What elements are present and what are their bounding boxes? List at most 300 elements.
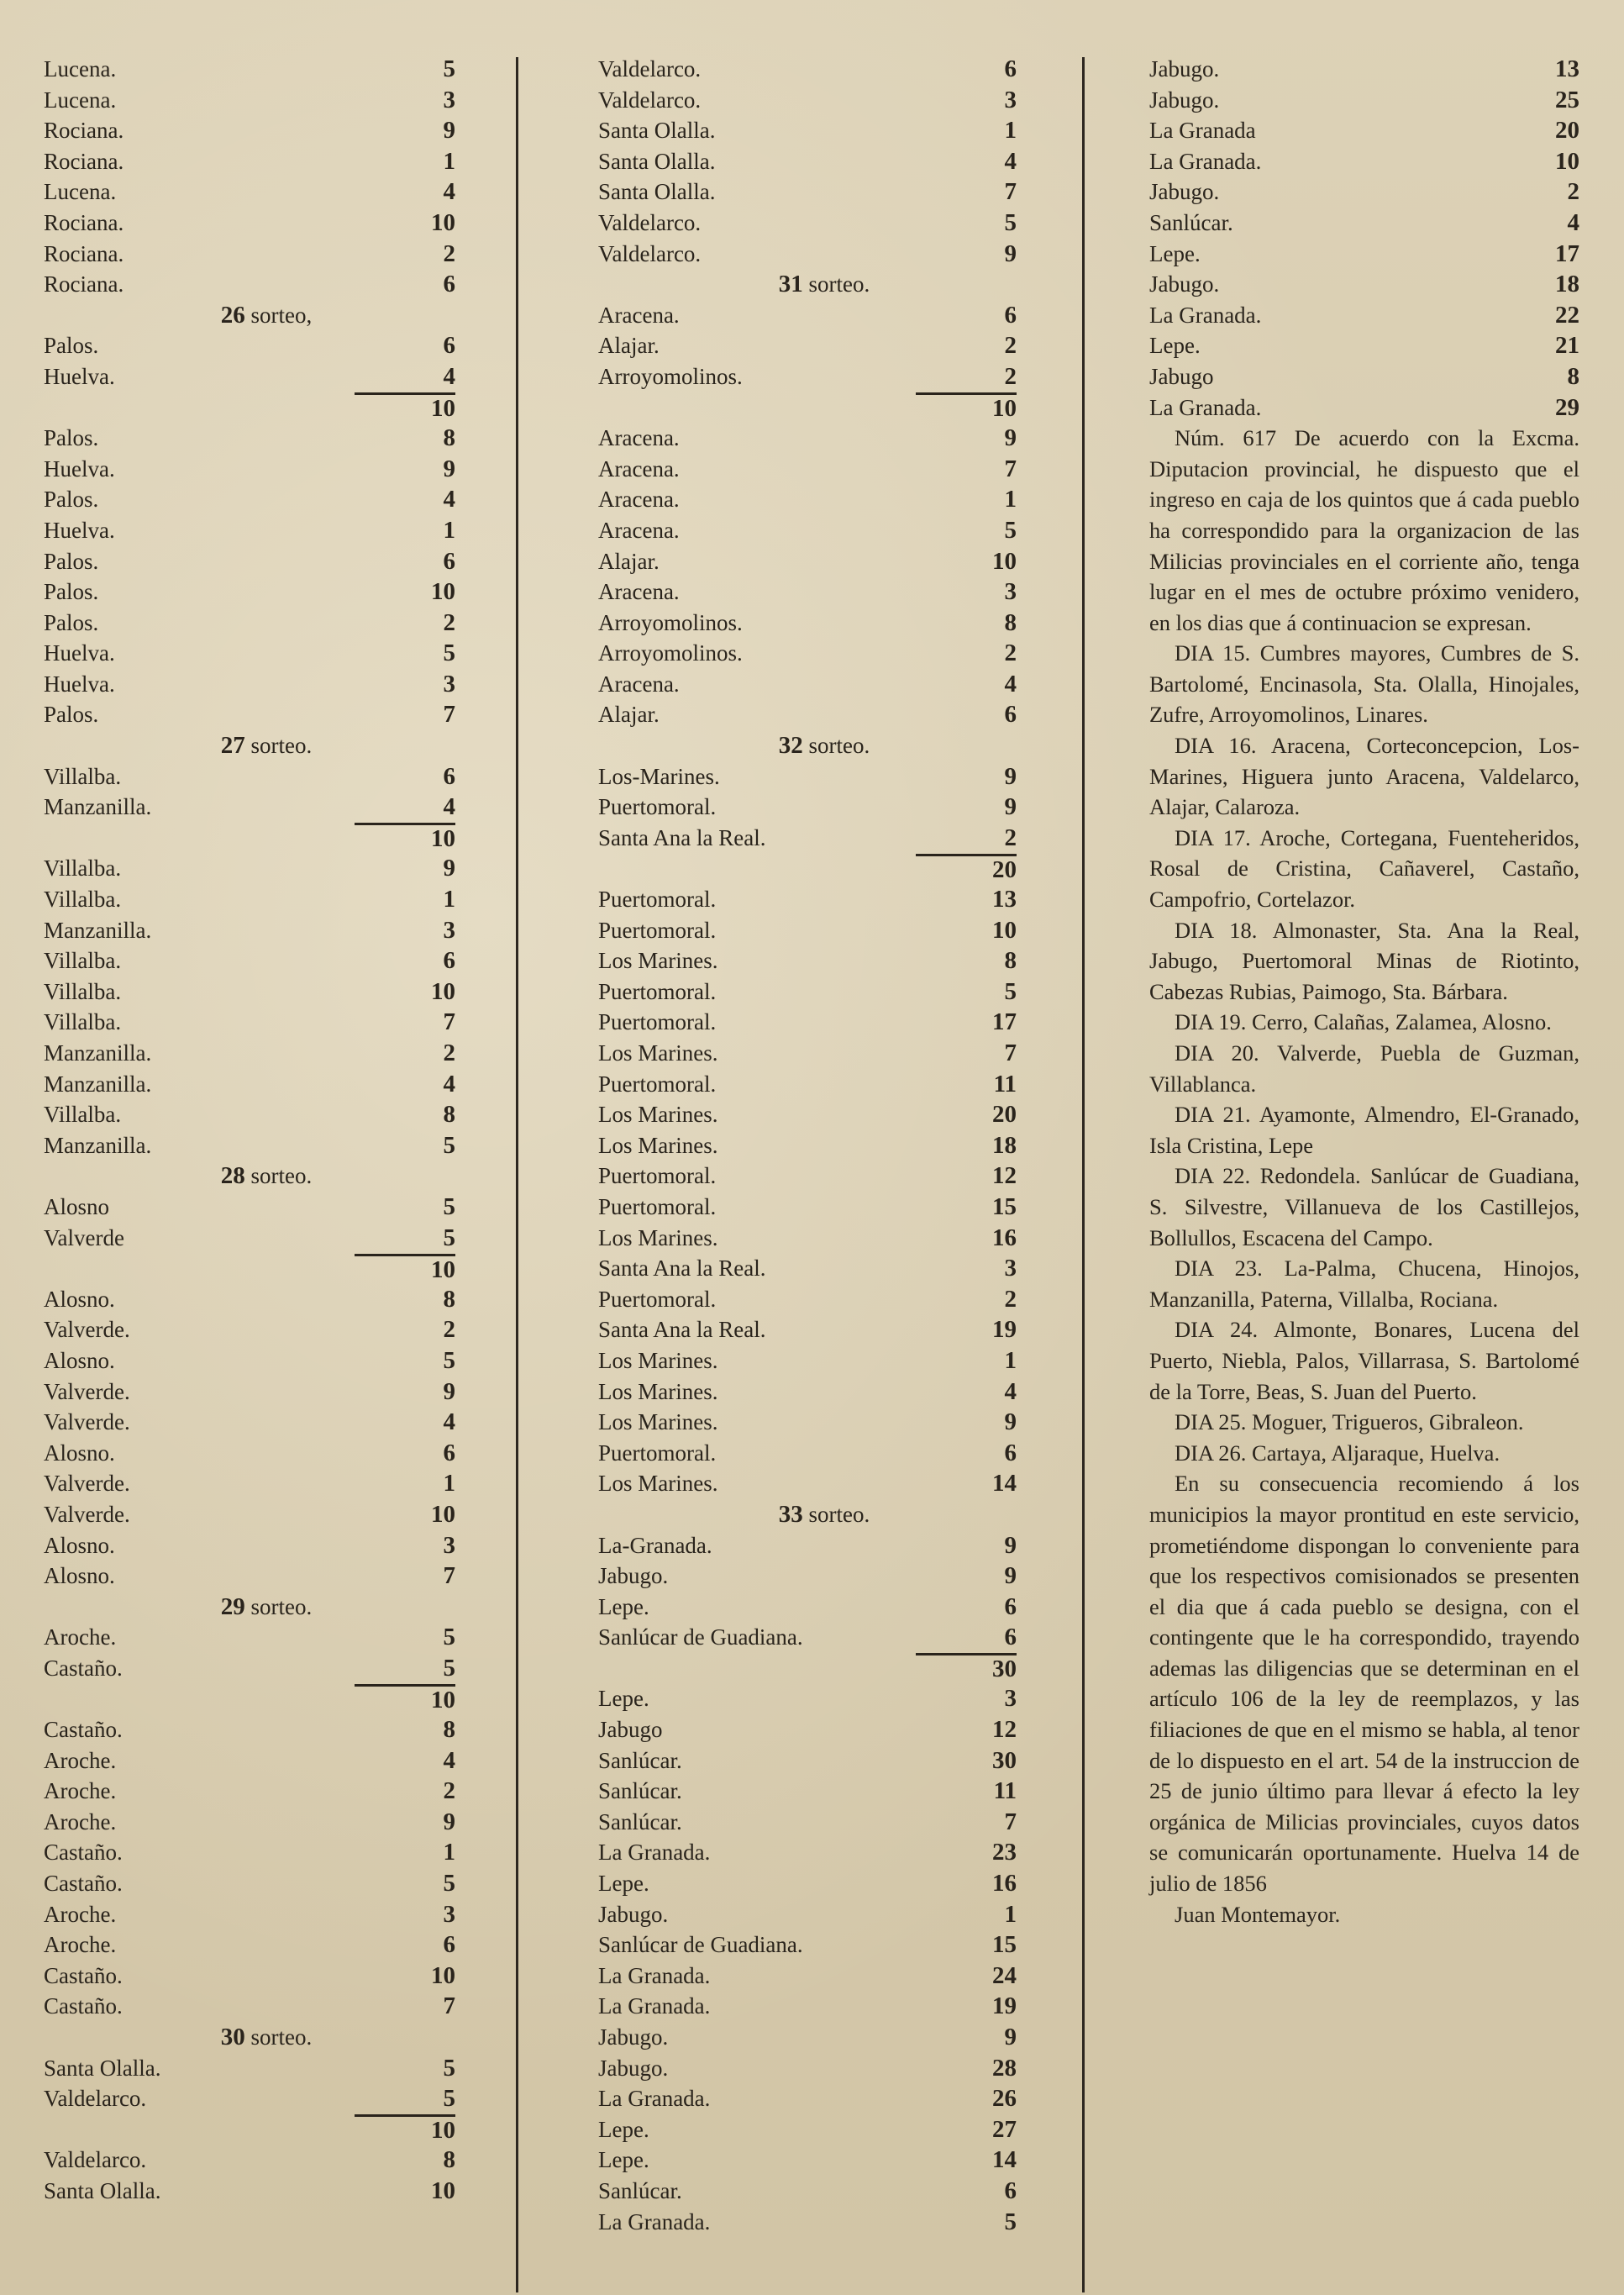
list-row [44,54,455,85]
list-row [598,1468,1017,1499]
lot-number: 6 [443,547,455,575]
notice-paragraph: DIA 21. Ayamonte, Almendro, El-Granado, Isla Cristina, Lepe [1149,1102,1579,1158]
list-row [598,1961,1017,1992]
place-name: Villalba. [44,1102,122,1128]
sorteo-word: sorteo. [250,2024,313,2050]
list-row [44,1929,455,1961]
lot-number: 4 [1004,147,1017,175]
lot-number: 5 [443,1870,455,1898]
list-row [598,1192,1017,1223]
lot-number: 4 [1567,208,1579,236]
place-name: Jabugo. [598,2055,669,2081]
lot-number: 3 [443,86,455,113]
place-name: Los Marines. [598,948,718,974]
place-name: Lepe. [598,2116,649,2142]
lot-number: 6 [443,332,455,360]
place-name: Valdelarco. [598,240,702,266]
lot-number: 2 [443,1316,455,1344]
place-name: Rociana. [44,209,124,235]
sorteo-word: sorteo. [250,1593,313,1619]
lot-number: 2 [1004,824,1017,851]
lot-number: 9 [1004,793,1017,821]
place-name: Aracena. [598,579,680,605]
list-row [44,1622,455,1653]
lot-number: 5 [443,640,455,667]
list-row [44,2176,455,2207]
list-row [44,1314,455,1345]
lot-number: 15 [992,1931,1017,1959]
sum-total: 10 [355,1254,455,1284]
list-row [44,176,455,208]
place-name: Jabugo. [1149,271,1220,297]
notice-paragraph: DIA 23. La-Palma, Chucena, Hinojos, Manzanilla, Paterna, Villalba, Rociana. [1149,1255,1579,1312]
place-name: Jabugo. [1149,179,1220,205]
place-name: Palos. [44,487,99,513]
lot-number: 14 [992,2146,1017,2174]
place-name: Manzanilla. [44,794,152,820]
place-name: Lucena. [44,87,117,113]
place-name: Los Marines. [598,1102,718,1128]
sorteo-word: sorteo. [808,1501,870,1527]
lot-number: 9 [1004,1531,1017,1559]
list-row [598,515,1017,546]
notice-paragraph: Juan Montemayor. [1175,1901,1341,1927]
list-row [598,2176,1017,2207]
lot-number: 1 [443,147,455,175]
list-row [598,1530,1017,1561]
list-row [598,699,1017,730]
lot-number: 8 [443,1285,455,1313]
sorteo-number: 30 [220,2024,245,2050]
place-name: Jabugo. [598,1901,669,1927]
notice-paragraph: DIA 18. Almonaster, Sta. Ana la Real, Jabugo, Puertomoral Minas de Riotinto, Cabezas Rubias, Paimogo, Sta. Bárbara. [1149,917,1579,1004]
list-row [44,484,455,515]
notice-paragraph: DIA 15. Cumbres mayores, Cumbres de S. Bartolomé, Encinasola, Sta. Olalla, Hinojales, Zufre, Arroyomolinos, Linares. [1149,640,1579,728]
list-row [44,1345,455,1376]
place-name: Los Marines. [598,1409,718,1435]
lot-number: 3 [443,670,455,697]
lot-number: 8 [443,1716,455,1744]
place-name: Valverde [44,1224,124,1250]
lot-number: 2 [1004,332,1017,360]
list-row [44,1653,455,1684]
sum-total: 10 [355,2114,455,2145]
lottery-column-2 [598,54,1017,2237]
list-row [598,1868,1017,1899]
list-row [1149,361,1579,392]
list-row [44,2083,455,2114]
place-name: Villalba. [44,855,122,882]
lot-number: 1 [1004,1346,1017,1374]
place-name: Huelva. [44,455,115,482]
list-row [598,1776,1017,1807]
lot-number: 10 [1555,147,1579,175]
place-name: Aroche. [44,1778,117,1804]
lottery-column-1 [44,54,455,2207]
place-name: Puertomoral. [598,887,717,913]
place-name: Los Marines. [598,1132,718,1158]
lot-number: 5 [443,2054,455,2082]
sum-row [44,1253,455,1284]
place-name: Manzanilla. [44,1040,152,1066]
list-row [44,853,455,884]
lot-number: 5 [1004,977,1017,1005]
place-name: Manzanilla. [44,1132,152,1158]
place-name: Arroyomolinos. [598,363,743,389]
list-row [598,1592,1017,1623]
list-row [44,1899,455,1930]
list-row [44,454,455,485]
list-row [598,1837,1017,1868]
lot-number: 5 [443,1192,455,1220]
place-name: Villalba. [44,948,122,974]
place-name: Villalba. [44,887,122,913]
place-name: Alajar. [598,333,660,359]
place-name: Puertomoral. [598,1071,717,1097]
place-name: La-Granada. [598,1532,712,1558]
place-name: Aroche. [44,1932,117,1958]
list-row [44,1961,455,1992]
lot-number: 29 [1555,393,1579,421]
place-name: La Granada. [598,1962,711,1988]
lot-number: 4 [443,793,455,821]
list-row [44,2053,455,2084]
lot-number: 10 [431,977,455,1005]
place-name: Alosno. [44,1532,115,1558]
place-name: Palos. [44,333,99,359]
sorteo-word: sorteo, [250,302,313,328]
place-name: Valdelarco. [598,56,702,82]
list-row [44,1868,455,1899]
notice-617 [1149,423,1579,1929]
lot-number: 7 [443,1562,455,1590]
lot-number: 21 [1555,332,1579,360]
list-row [44,1007,455,1038]
lot-number: 2 [1004,1285,1017,1313]
sorteo-word: sorteo. [808,733,870,759]
place-name: Aroche. [44,1901,117,1927]
list-row [598,2083,1017,2114]
sum-row [44,1683,455,1714]
place-name: Aracena. [598,487,680,513]
lot-number: 8 [443,1101,455,1129]
place-name: Jabugo. [1149,87,1220,113]
list-row [44,2145,455,2176]
lot-number: 1 [443,1839,455,1866]
place-name: Palos. [44,702,99,728]
list-row [598,1161,1017,1192]
list-row [44,1561,455,1592]
list-row [1149,54,1579,85]
list-row [598,576,1017,608]
place-name: La Granada. [1149,302,1262,328]
list-row [44,1991,455,2022]
lot-number: 7 [443,701,455,729]
lot-number: 10 [992,547,1017,575]
lot-number: 1 [1004,1900,1017,1928]
lot-number: 6 [443,762,455,790]
sorteo-number: 32 [778,732,803,760]
place-name: Aroche. [44,1624,117,1650]
notice-paragraph: DIA 19. Cerro, Calañas, Zalamea, Alosno. [1175,1009,1552,1035]
place-name: Valdelarco. [598,209,702,235]
sorteo-number: 31 [778,271,803,298]
list-row [598,1407,1017,1438]
list-row [44,546,455,577]
lot-number: 10 [431,578,455,606]
list-row [598,915,1017,946]
place-name: Jabugo [1149,363,1214,389]
lot-number: 6 [443,1931,455,1959]
place-name: Arroyomolinos. [598,609,743,635]
place-name: Lepe. [1149,333,1201,359]
lot-number: 8 [1004,947,1017,975]
sum-row [44,823,455,854]
list-row [598,823,1017,854]
place-name: Aracena. [598,425,680,451]
list-row [1149,239,1579,270]
sorteo-heading [44,1592,455,1623]
lottery-continuation [1149,54,1579,423]
lot-number: 3 [1004,1255,1017,1282]
list-row [598,1438,1017,1469]
lot-number: 7 [443,1008,455,1036]
sorteo-word: sorteo. [808,271,870,297]
lot-number: 8 [1567,362,1579,390]
list-row [598,608,1017,639]
sum-row [44,2114,455,2145]
lot-number: 20 [992,1101,1017,1129]
list-row [44,1130,455,1161]
place-name: Rociana. [44,148,124,174]
lot-number: 6 [1004,1624,1017,1651]
place-name: Alosno. [44,1440,115,1466]
lot-number: 9 [1004,1408,1017,1436]
place-name: Castaño. [44,1871,123,1897]
place-name: Aroche. [44,1808,117,1834]
list-row [44,638,455,669]
place-name: Aracena. [598,671,680,697]
lot-number: 4 [1004,670,1017,697]
lot-number: 13 [992,886,1017,913]
list-row [598,454,1017,485]
list-row [598,239,1017,270]
place-name: Villalba. [44,978,122,1004]
place-name: Aracena. [598,455,680,482]
column-rule-left [516,57,518,2292]
lot-number: 9 [1004,762,1017,790]
lot-number: 17 [1555,240,1579,267]
list-row [44,1776,455,1807]
lot-number: 2 [443,240,455,267]
place-name: Alosno. [44,1347,115,1373]
list-row [598,1099,1017,1130]
sorteo-number: 29 [220,1592,245,1620]
place-name: Lucena. [44,179,117,205]
place-name: La Granada. [598,2208,711,2234]
place-name: Los Marines. [598,1347,718,1373]
list-row [598,54,1017,85]
list-row [44,1468,455,1499]
notice-paragraph: DIA 26. Cartaya, Aljaraque, Huelva. [1175,1440,1500,1466]
lot-number: 22 [1555,301,1579,329]
lot-number: 5 [443,55,455,82]
place-name: Valdelarco. [598,87,702,113]
sum-total: 10 [355,392,455,423]
place-name: Alosno. [44,1563,115,1589]
place-name: Santa Ana la Real. [598,1255,766,1282]
place-name: Valverde. [44,1378,130,1404]
sorteo-number: 28 [220,1162,245,1190]
list-row [598,1745,1017,1777]
place-name: Huelva. [44,363,115,389]
lot-number: 12 [992,1716,1017,1744]
place-name: Sanlúcar de Guadiana. [598,1624,803,1650]
lot-number: 6 [1004,301,1017,329]
list-row [598,669,1017,700]
lot-number: 30 [992,1746,1017,1774]
place-name: Manzanilla. [44,917,152,943]
lot-number: 7 [1004,455,1017,482]
place-name: Valverde. [44,1409,130,1435]
list-row [44,1284,455,1315]
lot-number: 13 [1555,55,1579,82]
lot-number: 4 [1004,1377,1017,1405]
place-name: Valverde. [44,1501,130,1527]
list-row [44,1499,455,1530]
lot-number: 6 [1004,1439,1017,1466]
list-row [598,1714,1017,1745]
lot-number: 1 [443,1470,455,1498]
place-name: Castaño. [44,1962,123,1988]
notice-paragraph: DIA 16. Aracena, Corteconcepcion, Los-Marines, Higuera junto Aracena, Valdelarco, Alajar, Calaroza. [1149,733,1579,820]
lot-number: 2 [443,1777,455,1805]
sorteo-word: sorteo. [250,1163,313,1189]
lot-number: 9 [443,117,455,145]
sum-total: 10 [355,823,455,853]
place-name: Alosno. [44,1286,115,1312]
lot-number: 26 [992,2085,1017,2113]
lot-number: 4 [443,1070,455,1097]
sum-row [44,392,455,424]
lot-number: 9 [443,855,455,882]
list-row [598,1683,1017,1714]
list-row [44,976,455,1008]
lot-number: 9 [443,1808,455,1835]
list-row [598,2145,1017,2176]
sum-total: 10 [355,1684,455,1714]
list-row [44,1069,455,1100]
lot-number: 7 [1004,1808,1017,1835]
place-name: Los Marines. [598,1378,718,1404]
lot-number: 6 [443,271,455,298]
list-row [1149,330,1579,361]
lot-number: 6 [443,1439,455,1466]
sorteo-heading [44,300,455,331]
sorteo-heading [44,730,455,761]
lot-number: 9 [1004,1562,1017,1590]
list-row [44,1376,455,1408]
sum-row [598,1653,1017,1684]
lot-number: 14 [992,1470,1017,1498]
lot-number: 7 [1004,1040,1017,1066]
list-row [44,792,455,823]
lot-number: 18 [1555,271,1579,298]
place-name: Rociana. [44,118,124,144]
place-name: Alajar. [598,548,660,574]
list-row [44,608,455,639]
lot-number: 20 [1555,117,1579,145]
list-row [598,146,1017,177]
lot-number: 2 [443,608,455,636]
list-row [598,945,1017,976]
place-name: Santa Olalla. [598,148,716,174]
place-name: Alosno [44,1193,110,1219]
list-row [44,423,455,454]
place-name: La Granada [1149,118,1256,144]
place-name: Sanlúcar. [598,2177,682,2203]
place-name: Lepe. [598,1593,649,1619]
place-name: Castaño. [44,1655,123,1681]
lot-number: 9 [1004,424,1017,452]
lot-number: 10 [992,916,1017,944]
list-row [44,915,455,946]
lot-number: 5 [443,1346,455,1374]
lot-number: 5 [1004,516,1017,544]
list-row [44,1099,455,1130]
place-name: Los Marines. [598,1224,718,1250]
list-row [44,361,455,392]
list-row [44,576,455,608]
place-name: La Granada. [598,1840,711,1866]
lot-number: 1 [1004,117,1017,145]
list-row [598,1130,1017,1161]
lot-number: 6 [443,947,455,975]
lot-number: 6 [1004,701,1017,729]
place-name: Lepe. [1149,240,1201,266]
place-name: Sanlúcar de Guadiana. [598,1932,803,1958]
list-row [598,761,1017,792]
lot-number: 5 [443,1624,455,1651]
lot-number: 3 [1004,1685,1017,1713]
place-name: Alajar. [598,702,660,728]
notice-paragraph: DIA 24. Almonte, Bonares, Lucena del Puerto, Niebla, Palos, Villarrasa, S. Bartolomé de la Torre, Beas, S. Juan del Puerto. [1149,1317,1579,1404]
place-name: Sanlúcar. [598,1808,682,1834]
lot-number: 3 [443,1900,455,1928]
lot-number: 5 [443,2085,455,2113]
place-name: Huelva. [44,671,115,697]
sorteo-number: 33 [778,1500,803,1528]
place-name: Puertomoral. [598,1193,717,1219]
list-row [44,1807,455,1838]
place-name: Santa Olalla. [598,179,716,205]
lot-number: 11 [993,1070,1017,1097]
list-row [598,976,1017,1008]
place-name: Valdelarco. [44,2086,147,2112]
lot-number: 15 [992,1192,1017,1220]
place-name: Arroyomolinos. [598,640,743,666]
list-row [598,300,1017,331]
list-row [598,1622,1017,1653]
list-row [44,1223,455,1254]
lot-number: 9 [1004,2024,1017,2050]
lot-number: 7 [1004,178,1017,206]
lot-number: 8 [443,2146,455,2174]
place-name: Puertomoral. [598,1440,717,1466]
lot-number: 19 [992,1992,1017,2020]
lot-number: 9 [443,1377,455,1405]
list-row [598,1807,1017,1838]
